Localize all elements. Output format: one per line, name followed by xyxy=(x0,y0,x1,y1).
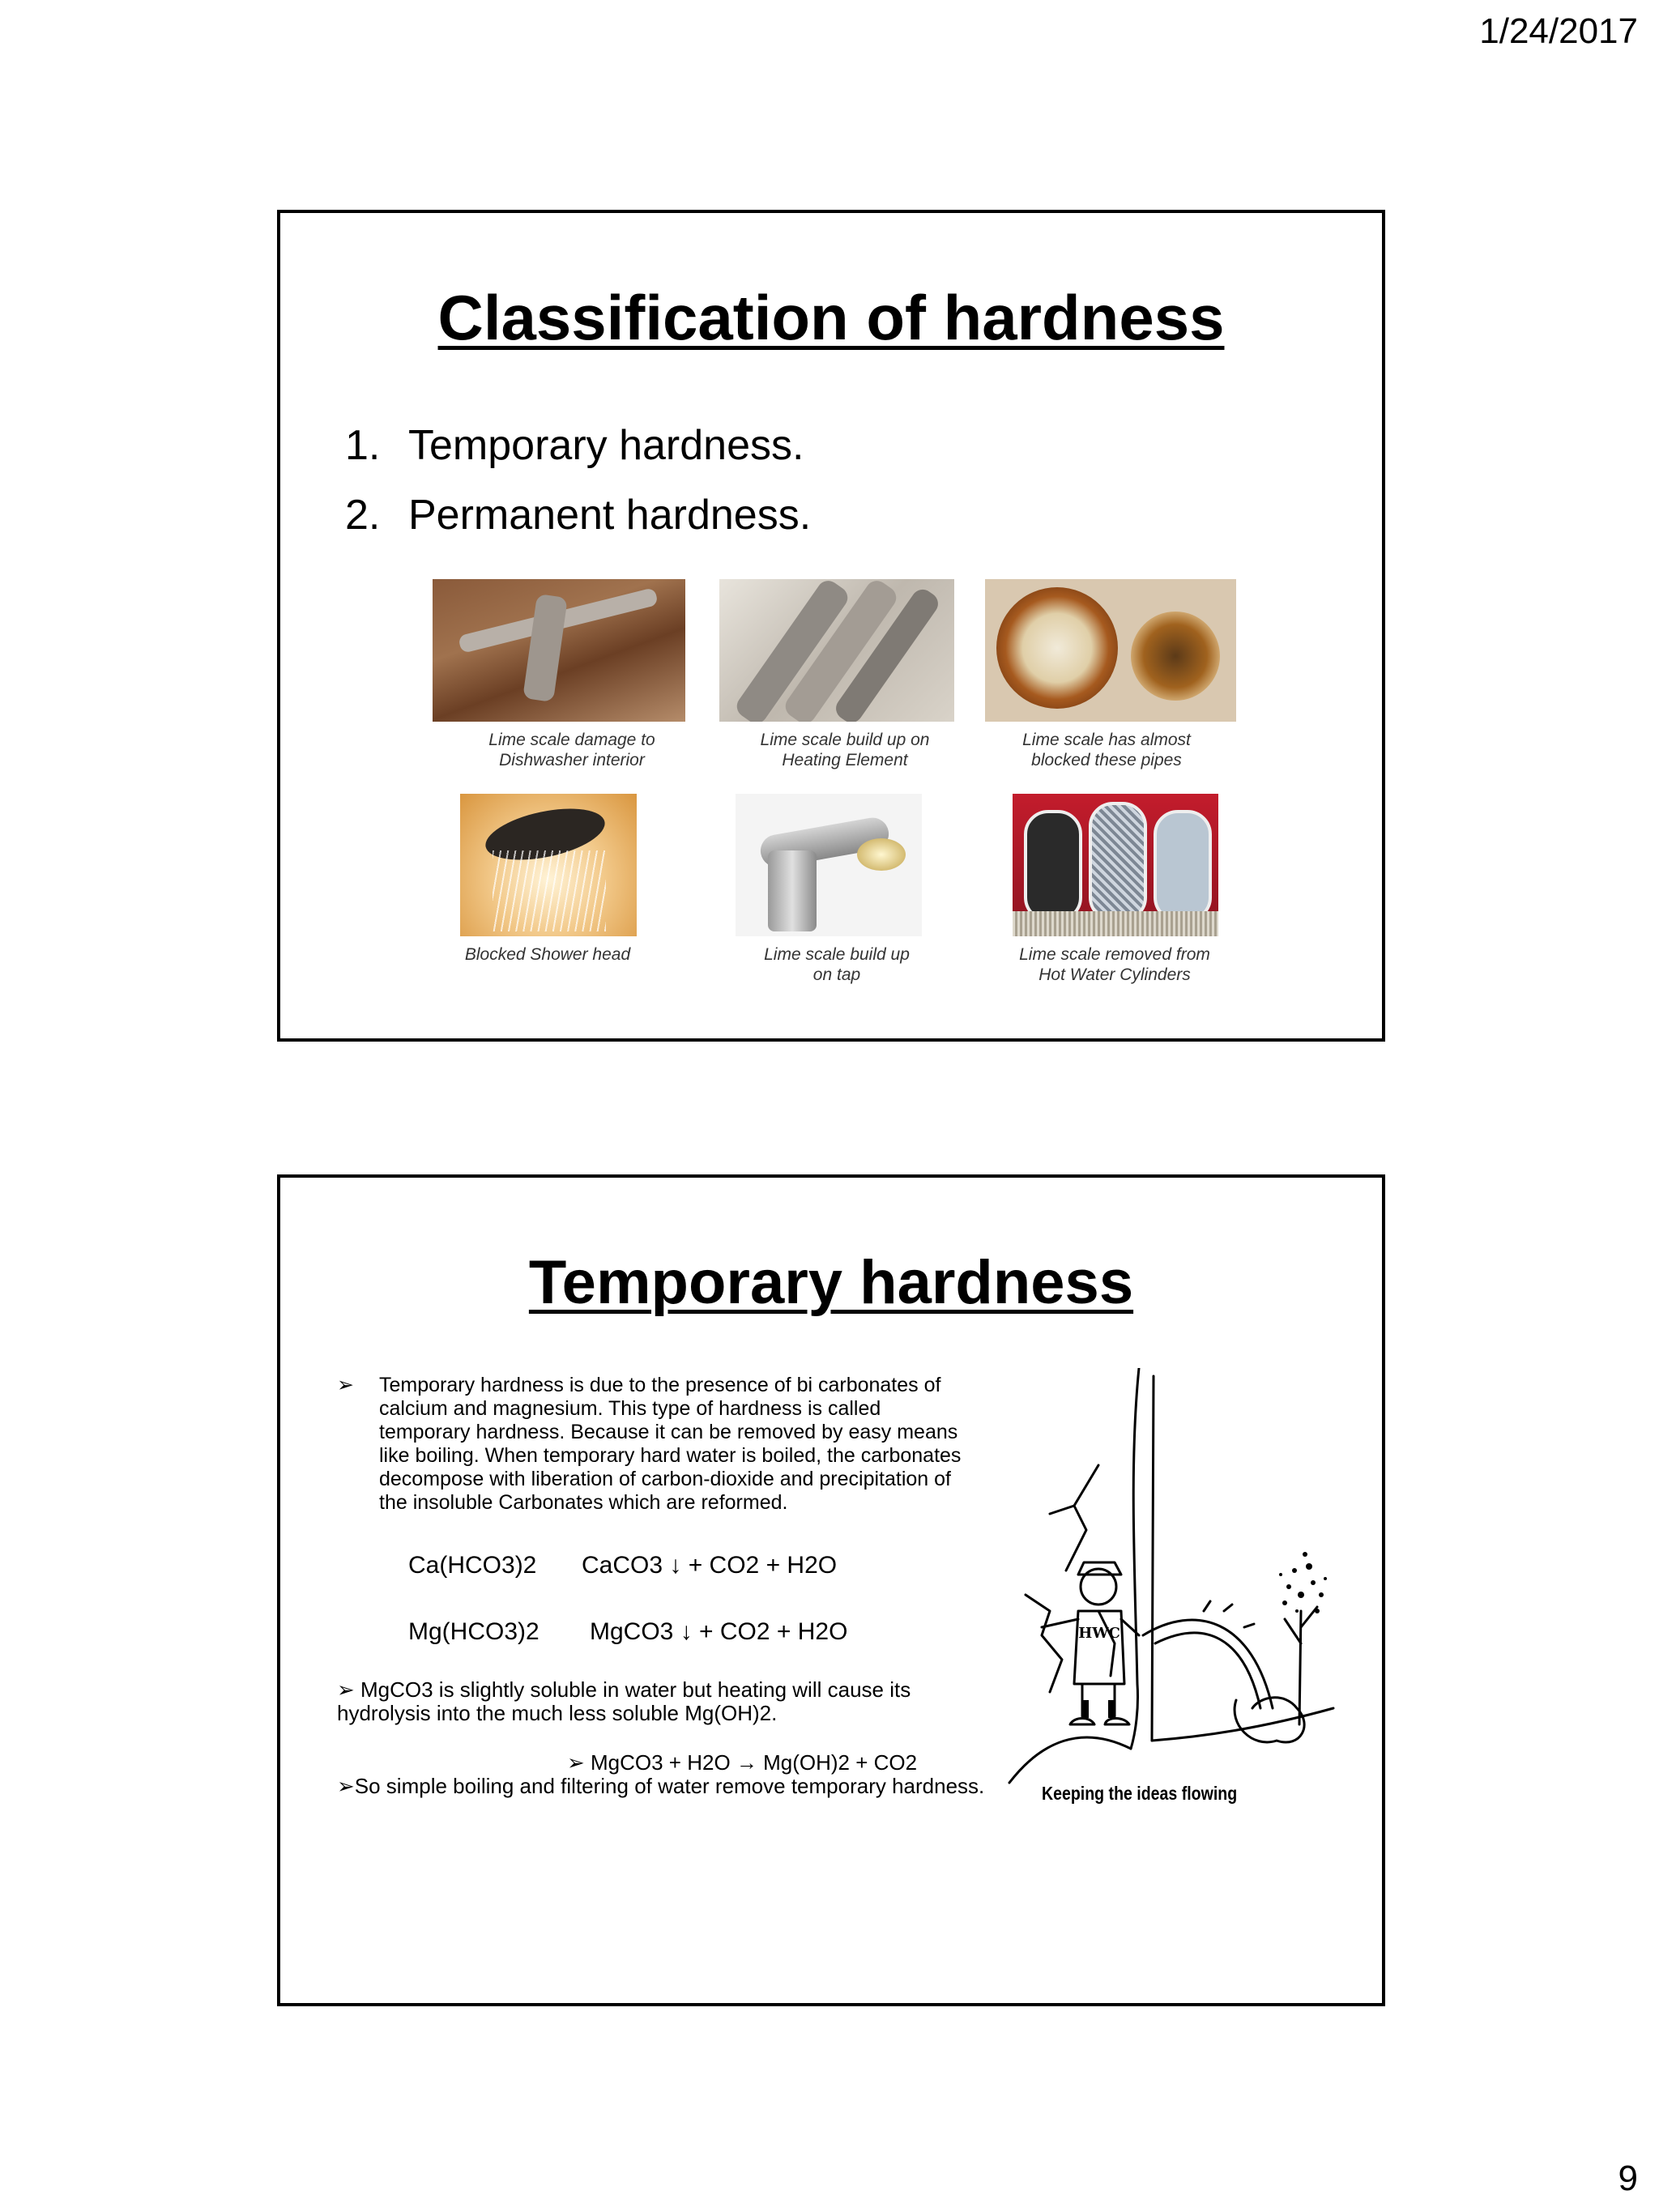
header-date: 1/24/2017 xyxy=(1479,11,1638,51)
note-boiling: ➢So simple boiling and filtering of water remove temporary hardness. xyxy=(337,1774,985,1798)
photo-caption: Lime scale build up on tap xyxy=(764,945,910,984)
list-item: 2. Permanent hardness. xyxy=(345,492,812,539)
photo-caption: Lime scale damage to Dishwasher interior xyxy=(488,731,655,769)
hardness-list xyxy=(345,411,811,550)
slide-classification xyxy=(277,210,1385,1042)
photo-hot-water-cylinders xyxy=(985,794,1252,996)
list-item: 1. Temporary hardness. xyxy=(345,422,804,469)
slide-title: Classification of hardness xyxy=(437,282,1225,353)
slide-title: Temporary hardness xyxy=(528,1248,1134,1317)
photo-shower-head xyxy=(426,794,685,996)
photo-caption: Lime scale removed from Hot Water Cylinders xyxy=(1019,945,1210,984)
photo-caption: Blocked Shower head xyxy=(464,945,631,964)
equation-calcium-right: CaCO3 ↓ + CO2 + H2O xyxy=(582,1552,838,1579)
equation-magnesium-left: Mg(HCO3)2 xyxy=(408,1618,539,1645)
temporary-hardness-paragraph: ➢ Temporary hardness is due to the presence of bi carbonates of calcium and magnesium. This type of hardness is called temporary hardness. Because it can be removed by easy means like boiling. When temporary hard water is boiled, the carbonates decompose with liberation of carbon-dioxide and precipitation of the insoluble Carbonates which are reformed. xyxy=(337,1374,962,1514)
page-number: 9 xyxy=(1618,2159,1638,2198)
photo-caption: Lime scale has almost blocked these pipes xyxy=(1022,731,1191,769)
photo-tap xyxy=(719,794,979,996)
note-mgco3: ➢ MgCO3 is slightly soluble in water but heating will cause its hydrolysis into the much less soluble Mg(OH)2. xyxy=(337,1677,911,1725)
slide-temporary-hardness xyxy=(277,1174,1385,2006)
equation-hydrolysis: ➢ MgCO3 + H2O → Mg(OH)2 + CO2 xyxy=(567,1750,918,1775)
cartoon-shirt-text: HWC xyxy=(1078,1625,1120,1642)
lime-scale-photos xyxy=(426,579,1269,1033)
cartoon-illustration xyxy=(993,1368,1350,1822)
bullet-arrow-icon: ➢ xyxy=(337,1374,354,1396)
photo-heating-element xyxy=(719,579,979,782)
photo-dishwasher xyxy=(426,579,685,782)
cartoon-drawing xyxy=(993,1368,1350,1822)
equation-magnesium-right: MgCO3 ↓ + CO2 + H2O xyxy=(590,1618,848,1645)
photo-pipes xyxy=(985,579,1252,782)
cartoon-caption: Keeping the ideas flowing xyxy=(1042,1783,1238,1804)
equation-calcium-left: Ca(HCO3)2 xyxy=(408,1552,537,1579)
photo-caption: Lime scale build up on Heating Element xyxy=(760,731,930,769)
